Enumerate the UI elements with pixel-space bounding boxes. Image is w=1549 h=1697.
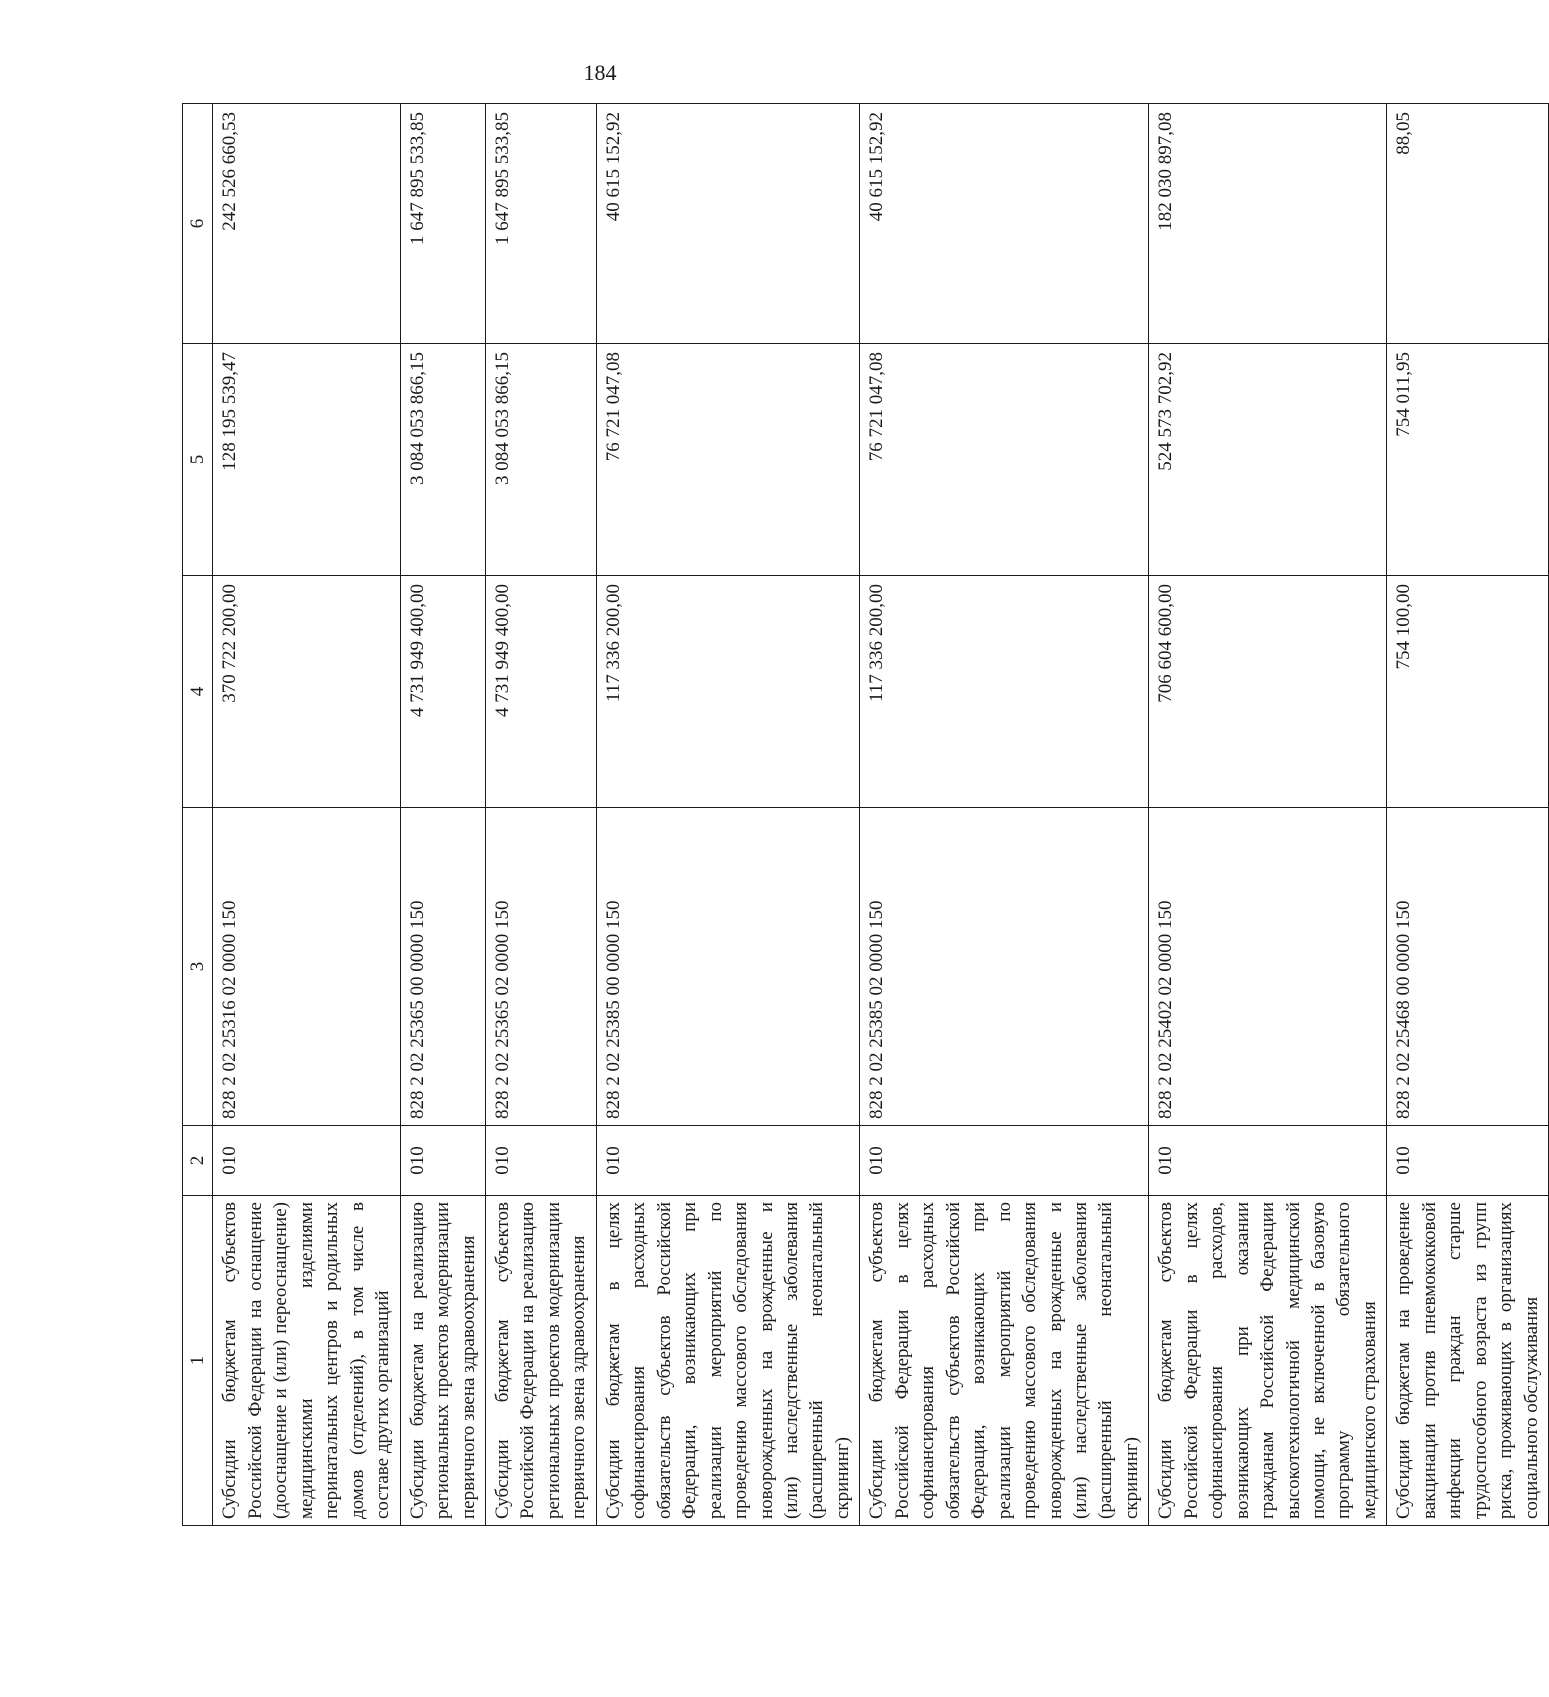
row-unexecuted-amount: 1 647 895 533,85 bbox=[400, 104, 485, 344]
row-unexecuted-amount: 182 030 897,08 bbox=[1149, 104, 1387, 344]
row-description: Субсидии бюджетам субъектов Российской Федерации в целях софинансирования расходов, возникающих при оказании гражданам Российской Федерации высокотехнологичной медицинской помощи, не включенной в базовую программу обязательного медицинского страхования bbox=[1149, 1196, 1387, 1526]
column-header: 5 bbox=[183, 344, 213, 576]
column-header: 3 bbox=[183, 808, 213, 1126]
row-executed-amount: 524 573 702,92 bbox=[1149, 344, 1387, 576]
table-row bbox=[596, 104, 860, 1526]
table-row bbox=[1149, 104, 1387, 1526]
table-row bbox=[1387, 104, 1549, 1526]
row-description: Субсидии бюджетам субъектов Российской Федерации на реализацию региональных проектов модернизации первичного звена здравоохранения bbox=[485, 1196, 596, 1526]
row-approved-amount: 754 100,00 bbox=[1387, 576, 1549, 808]
row-budget-code: 828 2 02 25402 02 0000 150 bbox=[1149, 808, 1387, 1126]
row-executed-amount: 754 011,95 bbox=[1387, 344, 1549, 576]
row-code: 010 bbox=[860, 1126, 1149, 1196]
row-budget-code: 828 2 02 25385 02 0000 150 bbox=[860, 808, 1149, 1126]
row-code: 010 bbox=[213, 1126, 400, 1196]
row-unexecuted-amount: 242 526 660,53 bbox=[213, 104, 400, 344]
row-executed-amount: 3 084 053 866,15 bbox=[485, 344, 596, 576]
row-budget-code: 828 2 02 25316 02 0000 150 bbox=[213, 808, 400, 1126]
row-budget-code: 828 2 02 25365 00 0000 150 bbox=[400, 808, 485, 1126]
row-description: Субсидии бюджетам субъектов Российской Федерации в целях софинансирования расходных обязательств субъектов Российской Федерации, возникающих при реализации мероприятий по проведению массового обследования новорожденных на врожденные и (или) наследственные заболевания (расширенный неонатальный скрининг) bbox=[860, 1196, 1149, 1526]
row-approved-amount: 117 336 200,00 bbox=[596, 576, 860, 808]
row-code: 010 bbox=[400, 1126, 485, 1196]
row-approved-amount: 370 722 200,00 bbox=[213, 576, 400, 808]
column-header: 1 bbox=[183, 1196, 213, 1526]
row-approved-amount: 706 604 600,00 bbox=[1149, 576, 1387, 808]
row-unexecuted-amount: 40 615 152,92 bbox=[596, 104, 860, 344]
column-header: 4 bbox=[183, 576, 213, 808]
row-code: 010 bbox=[1149, 1126, 1387, 1196]
table-row bbox=[860, 104, 1149, 1526]
page-number: 184 bbox=[583, 60, 617, 85]
row-description: Субсидии бюджетам на проведение вакцинации против пневмококковой инфекции граждан старше трудоспособного возраста из групп риска, проживающих в организациях социального обслуживания bbox=[1387, 1196, 1549, 1526]
row-unexecuted-amount: 40 615 152,92 bbox=[860, 104, 1149, 344]
row-unexecuted-amount: 88,05 bbox=[1387, 104, 1549, 344]
row-description: Субсидии бюджетам в целях софинансирования расходных обязательств субъектов Российской Федерации, возникающих при реализации мероприятий по проведению массового обследования новорожденных на врожденные и (или) наследственные заболевания (расширенный неонатальный скрининг) bbox=[596, 1196, 860, 1526]
column-header: 6 bbox=[183, 104, 213, 344]
row-code: 010 bbox=[1387, 1126, 1549, 1196]
row-executed-amount: 76 721 047,08 bbox=[860, 344, 1149, 576]
column-header: 2 bbox=[183, 1126, 213, 1196]
row-executed-amount: 3 084 053 866,15 bbox=[400, 344, 485, 576]
row-approved-amount: 4 731 949 400,00 bbox=[400, 576, 485, 808]
row-budget-code: 828 2 02 25468 00 0000 150 bbox=[1387, 808, 1549, 1126]
row-code: 010 bbox=[485, 1126, 596, 1196]
row-executed-amount: 76 721 047,08 bbox=[596, 344, 860, 576]
table-rotated-container bbox=[182, 104, 1542, 1526]
row-budget-code: 828 2 02 25385 00 0000 150 bbox=[596, 808, 860, 1126]
table-row bbox=[213, 104, 400, 1526]
row-description: Субсидии бюджетам на реализацию региональных проектов модернизации первичного звена здравоохранения bbox=[400, 1196, 485, 1526]
row-approved-amount: 4 731 949 400,00 bbox=[485, 576, 596, 808]
table-header-row bbox=[183, 104, 213, 1526]
row-approved-amount: 117 336 200,00 bbox=[860, 576, 1149, 808]
row-executed-amount: 128 195 539,47 bbox=[213, 344, 400, 576]
row-code: 010 bbox=[596, 1126, 860, 1196]
row-budget-code: 828 2 02 25365 02 0000 150 bbox=[485, 808, 596, 1126]
row-description: Субсидии бюджетам субъектов Российской Федерации на оснащение (дооснащение и (или) переоснащение) медицинскими изделиями перинатальных центров и родильных домов (отделений), в том числе в составе других организаций bbox=[213, 1196, 400, 1526]
table-row bbox=[400, 104, 485, 1526]
budget-table bbox=[182, 103, 1549, 1526]
row-unexecuted-amount: 1 647 895 533,85 bbox=[485, 104, 596, 344]
table-row bbox=[485, 104, 596, 1526]
